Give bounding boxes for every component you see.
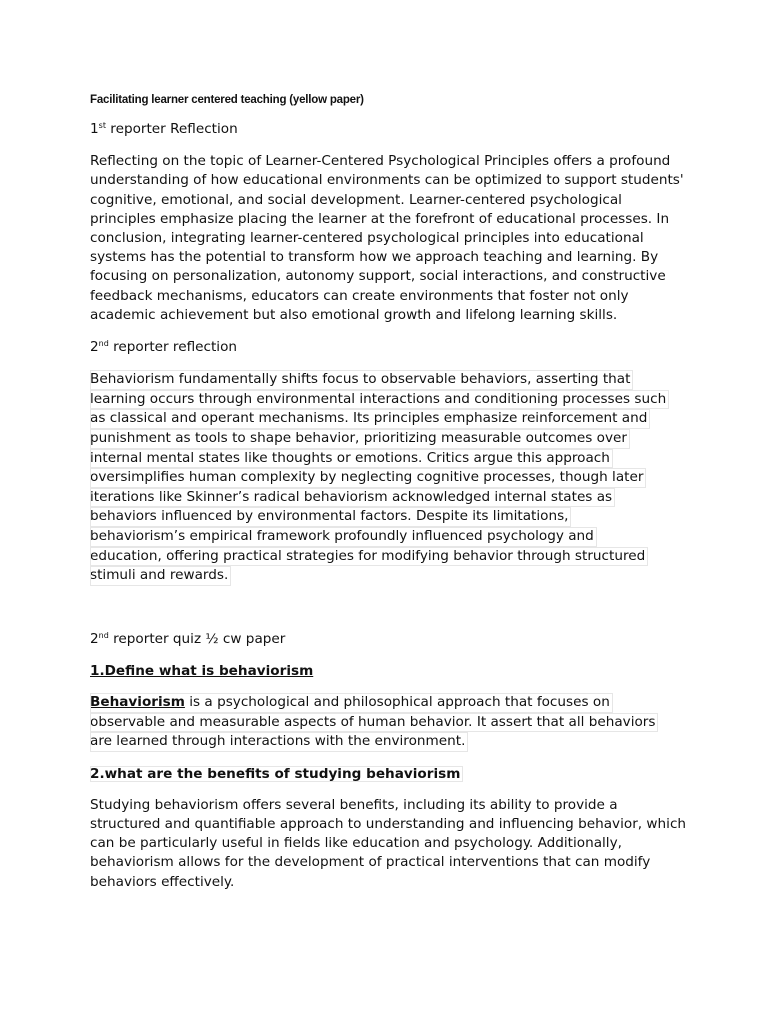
answer-line: are learned through interactions with the environment. — [90, 732, 468, 752]
reflection-line: punishment as tools to shape behavior, prioritizing measurable outcomes over — [90, 429, 630, 449]
reflection-line: Behaviorism fundamentally shifts focus to observable behaviors, asserting that — [90, 370, 633, 390]
reflection-line: stimuli and rewards. — [90, 566, 231, 586]
second-reporter-heading — [90, 338, 690, 357]
reflection-line: behaviorism’s empirical framework profoundly influenced psychology and — [90, 527, 597, 547]
question-2-text: 2.what are the benefits of studying behaviorism — [90, 766, 463, 782]
document-page — [90, 94, 690, 905]
reflection-line: oversimplifies human complexity by neglecting cognitive processes, though later — [90, 468, 646, 488]
answer-1 — [90, 693, 690, 752]
first-reporter-heading — [90, 120, 690, 139]
heading-text: reporter reflection — [108, 339, 238, 356]
answer-line — [90, 693, 613, 713]
heading-number: 2 — [90, 339, 99, 356]
question-1 — [90, 661, 690, 681]
second-reporter-reflection — [90, 370, 690, 586]
answer-line: observable and measurable aspects of human behavior. It assert that all behaviors — [90, 713, 658, 733]
heading-text: reporter Reflection — [105, 121, 238, 137]
answer-2: Studying behaviorism offers several benefits, including its ability to provide a structured and quantifiable approach to understanding and influencing behavior, which can be particularly useful in fields like education and psychology. Additionally, behaviorism allows for the development of practical interventions that can modify behaviors effectively. — [90, 796, 687, 890]
heading-superscript: nd — [98, 630, 109, 640]
answer-1-term: Behaviorism — [90, 693, 185, 710]
answer-1-text: is a psychological and philosophical approach that focuses on — [184, 693, 610, 710]
question-1-text: 1.Define what is behaviorism — [90, 662, 314, 679]
heading-number: 2 — [90, 630, 99, 647]
reflection-line: behaviors influenced by environmental factors. Despite its limitations, — [90, 507, 571, 527]
first-reporter-reflection: Reflecting on the topic of Learner-Centered Psychological Principles offers a profound understanding of how educational environments can be optimized to support students' cognitive, emotional, and social development. Learner-centered psychological principles emphasize placing the learner at the forefront of educational processes. In conclusion, integrating learner-centered psychological principles into educational systems has the potential to transform how we approach teaching and learning. By focusing on personalization, autonomy support, social interactions, and constructive feedback mechanisms, educators can create environments that foster not only academic achievement but also emotional growth and lifelong learning skills. — [90, 153, 684, 323]
heading-superscript: st — [98, 121, 106, 130]
reflection-line: education, offering practical strategies for modifying behavior through structured — [90, 547, 648, 567]
reflection-line: internal mental states like thoughts or emotions. Critics argue this approach — [90, 449, 613, 469]
quiz-heading — [90, 630, 690, 649]
reflection-line: as classical and operant mechanisms. Its principles emphasize reinforcement and — [90, 409, 650, 429]
heading-superscript: nd — [98, 339, 109, 349]
heading-number: 1 — [90, 121, 99, 137]
reflection-line: iterations like Skinner’s radical behaviorism acknowledged internal states as — [90, 488, 615, 508]
reflection-line: learning occurs through environmental interactions and conditioning processes such — [90, 390, 669, 410]
document-title: Facilitating learner centered teaching (yellow paper) — [90, 94, 364, 106]
question-2 — [90, 764, 690, 784]
heading-text: reporter quiz ½ cw paper — [108, 630, 286, 647]
